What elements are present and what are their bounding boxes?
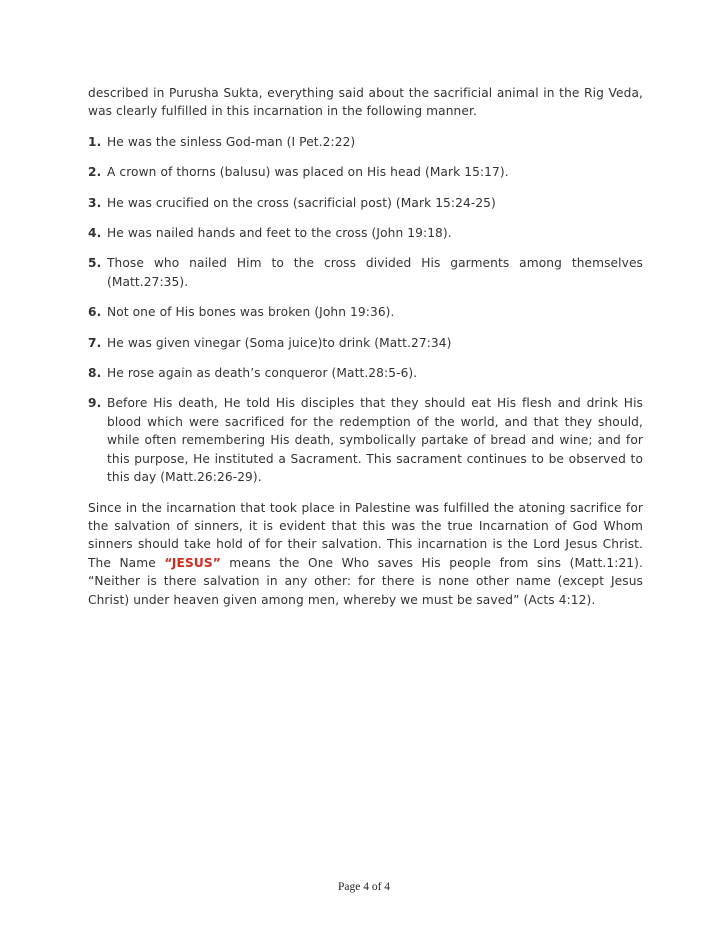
item-number: 6. <box>88 305 102 320</box>
numbered-list <box>88 133 643 487</box>
document-page <box>88 84 643 609</box>
item-number: 9. <box>88 396 102 411</box>
item-number: 7. <box>88 335 102 350</box>
list-item <box>88 394 643 486</box>
list-item <box>88 133 643 151</box>
item-number: 8. <box>88 366 102 381</box>
item-text: He rose again as death’s conqueror (Matt.28:5-6). <box>107 366 418 381</box>
item-text: A crown of thorns (balusu) was placed on His head (Mark 15:17). <box>107 165 509 180</box>
closing-text-after: means the One Who saves His people from sins (Matt.1:21). “Neither is there salvation in any other: for there is none other name (except Jesus Christ) under heaven given among men, whereby we must be saved” (Acts 4:12). <box>88 555 643 607</box>
page-number-footer: Page 4 of 4 <box>337 881 391 893</box>
list-item <box>88 254 643 291</box>
list-item <box>88 334 643 352</box>
item-text: He was crucified on the cross (sacrificial post) (Mark 15:24-25) <box>107 195 496 210</box>
item-number: 2. <box>88 165 102 180</box>
closing-text-before: Since in the incarnation that took place in Palestine was fulfilled the atoning sacrifice for the salvation of sinners, it is evident that this was the true Incarnation of God Whom sinners should take hold of for their salvation. This incarnation is the Lord Jesus Christ. The Name <box>88 500 643 570</box>
list-item <box>88 364 643 382</box>
list-item <box>88 224 643 242</box>
item-text: He was the sinless God-man (I Pet.2:22) <box>107 134 356 149</box>
item-text: Not one of His bones was broken (John 19:36). <box>107 305 395 320</box>
item-text: He was given vinegar (Soma juice)to drink (Matt.27:34) <box>107 335 452 350</box>
list-item <box>88 194 643 212</box>
item-text: Those who nailed Him to the cross divided His garments among themselves (Matt.27:35). <box>107 256 643 289</box>
list-item <box>88 303 643 321</box>
list-item <box>88 163 643 181</box>
item-number: 3. <box>88 195 102 210</box>
item-text: Before His death, He told His disciples that they should eat His flesh and drink His blood which were sacrificed for the redemption of the world, and that they should, while often remembering His death, symbolically partake of bread and wine; and for this purpose, He instituted a Sacrament. This sacrament continues to be observed to this day (Matt.26:26-29). <box>107 396 643 485</box>
jesus-highlight: “JESUS” <box>164 555 221 570</box>
item-number: 1. <box>88 134 102 149</box>
item-text: He was nailed hands and feet to the cross (John 19:18). <box>107 226 452 241</box>
item-number: 4. <box>88 226 102 241</box>
intro-paragraph: described in Purusha Sukta, everything said about the sacrificial animal in the Rig Veda, was clearly fulfilled in this incarnation in the following manner. <box>88 86 643 119</box>
item-number: 5. <box>88 256 102 271</box>
closing-paragraph <box>88 499 643 609</box>
